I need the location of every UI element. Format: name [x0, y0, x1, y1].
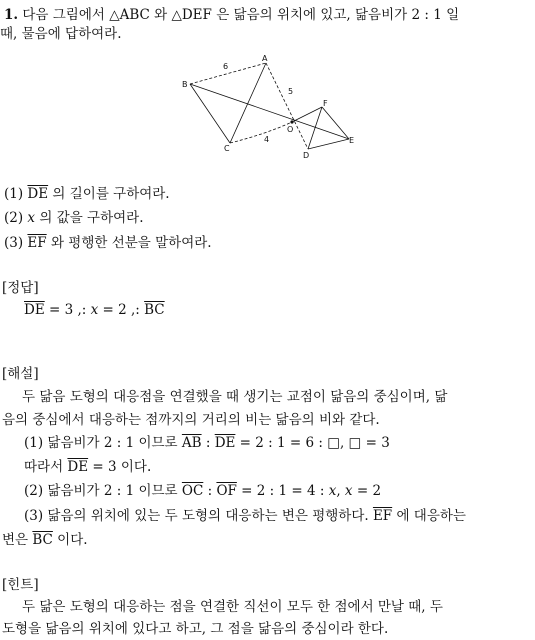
- explanation-para-line-1: 두 닮음 도형의 대응점을 연결했을 때 생기는 교점이 닮음의 중심이며, 닮: [22, 389, 448, 405]
- step-2-segment-2: $\overline{OF}$: [216, 483, 237, 499]
- length-label-ao: 5: [288, 87, 294, 96]
- step-1-colon: :: [201, 435, 215, 451]
- step-2-variable-2: x: [344, 483, 353, 499]
- question-2: [4, 209, 144, 227]
- step-3b-segment: $\overline{BC}$: [32, 532, 53, 548]
- hint-line-1: 두 닮은 도형의 대응하는 점을 연결한 직선이 모두 한 점에서 만날 때, 두: [22, 599, 443, 615]
- explanation-step-1: [24, 434, 390, 452]
- segment-bc: [190, 84, 230, 143]
- question-3-prefix: (3): [4, 235, 28, 251]
- answer-segment-2: $\overline{BC}$: [144, 302, 165, 318]
- line-ad: [266, 63, 308, 149]
- question-3: [4, 234, 212, 252]
- length-label-co: 4: [264, 135, 270, 144]
- question-2-text: 의 값을 구하여라.: [35, 210, 144, 226]
- problem-line-1: [4, 6, 459, 24]
- hint-heading: [힌트]: [2, 577, 39, 593]
- step-1-segment-2: $\overline{DE}$: [214, 435, 236, 451]
- label-c: C: [224, 144, 230, 153]
- label-f: F: [323, 99, 328, 108]
- hint-line-2: 도형을 닮음의 위치에 있다고 하고, 그 점을 닮음의 중심이라 한다.: [2, 621, 389, 637]
- step-2-segment-1: $\overline{OC}$: [181, 483, 204, 499]
- step-2-text-a: (2) 닮음비가 2 : 1 이므로: [24, 483, 182, 499]
- label-d: D: [303, 151, 310, 160]
- explanation-step-1b: [24, 458, 151, 476]
- step-3-text-a: (3) 닮음의 위치에 있는 두 도형의 대응하는 변은 평행하다.: [24, 508, 373, 524]
- problem-intro-line-2: 때, 물음에 답하여라.: [0, 26, 122, 42]
- step-3b-text-a: 변은: [2, 532, 33, 548]
- answer-value-1: = 3 ,:: [44, 302, 91, 318]
- step-2-comma: ,: [336, 483, 345, 499]
- question-3-segment: $\overline{EF}$: [27, 235, 47, 251]
- step-1b-text-a: 따라서: [24, 459, 68, 475]
- segment-ac: [230, 63, 266, 143]
- answer-line: [24, 301, 165, 319]
- step-1-text-a: (1) 닮음비가 2 : 1 이므로: [24, 435, 182, 451]
- question-1-segment: $\overline{DE}$: [27, 186, 49, 202]
- step-2-text-b: = 2 : 1 = 4 :: [236, 483, 329, 499]
- similar-triangles-figure: [176, 52, 366, 164]
- segment-de: [308, 139, 349, 149]
- label-o: O: [287, 125, 294, 134]
- center-point: [290, 120, 293, 123]
- explanation-step-3: [24, 507, 466, 525]
- answer-segment-1: $\overline{DE}$: [24, 302, 45, 318]
- label-e: E: [349, 136, 355, 145]
- question-3-text: 와 평행한 선분을 말하여라.: [46, 235, 212, 251]
- step-1-text-b: = 2 : 1 = 6 : □, □ = 3: [235, 435, 390, 451]
- question-1: [4, 185, 170, 203]
- answer-heading: [정답]: [2, 280, 39, 296]
- step-3-text-b: 에 대응하는: [392, 508, 466, 524]
- answer-value-2: = 2 ,:: [98, 302, 145, 318]
- step-2-text-c: = 2: [352, 483, 382, 499]
- step-3-segment: $\overline{EF}$: [372, 508, 393, 524]
- step-2-variable-1: x: [328, 483, 337, 499]
- explanation-step-2: [24, 482, 381, 500]
- question-1-text: 의 길이를 구하여라.: [48, 186, 170, 202]
- question-2-prefix: (2): [4, 210, 28, 226]
- problem-intro-line-1: 다음 그림에서 △ABC 와 △DEF 은 닮음의 위치에 있고, 닮음비가 2 : 1 일: [22, 7, 460, 23]
- step-2-colon: :: [203, 483, 217, 499]
- question-1-prefix: (1): [4, 186, 28, 202]
- step-1b-text-b: = 3 이다.: [88, 459, 152, 475]
- question-2-variable: x: [27, 210, 36, 226]
- step-1b-segment: $\overline{DE}$: [67, 459, 89, 475]
- problem-number: 1.: [4, 7, 19, 23]
- step-3b-text-b: 이다.: [52, 532, 88, 548]
- line-co: [230, 122, 292, 143]
- explanation-heading: [해설]: [2, 366, 39, 382]
- label-a: A: [262, 54, 268, 63]
- label-b: B: [182, 80, 188, 89]
- figure-svg: [176, 52, 366, 164]
- step-1-segment-1: $\overline{AB}$: [181, 435, 202, 451]
- length-label-ba: 6: [223, 62, 229, 71]
- explanation-step-3b: [2, 531, 88, 549]
- answer-variable: x: [90, 302, 99, 318]
- explanation-para-line-2: 음의 중심에서 대응하는 점까지의 거리의 비는 닮음의 비와 같다.: [2, 412, 380, 428]
